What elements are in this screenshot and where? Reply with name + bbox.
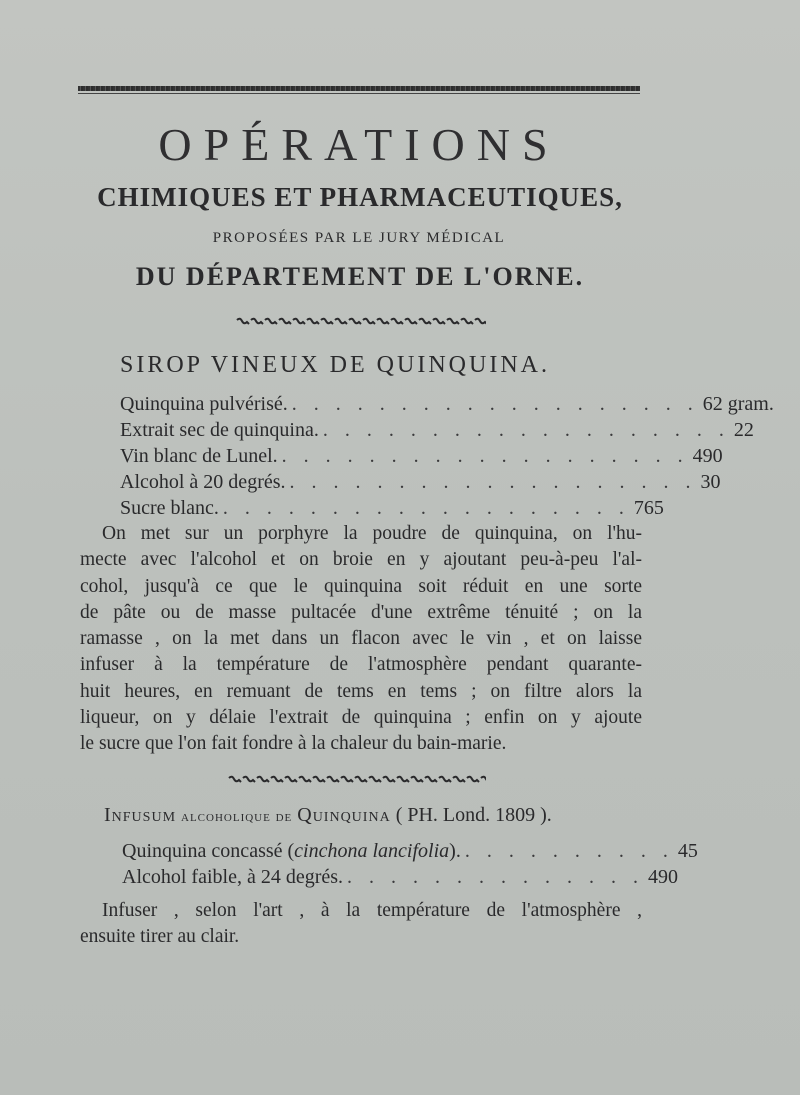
ingredient-name: Sucre blanc. <box>120 497 219 519</box>
paragraph-sirop <box>80 521 642 758</box>
main-title: OPÉRATIONS <box>158 119 560 170</box>
ingredient-name: Quinquina pulvérisé. <box>120 393 288 415</box>
text-line: liqueur, on y délaie l'extrait de quinquina ; enfin on y ajoute <box>80 707 642 729</box>
leader-dots: . . . . . . . . . . . . . . . . . . . <box>222 497 630 519</box>
text-line: ensuite tirer au clair. <box>80 926 240 948</box>
ingredient-name: Extrait sec de quinquina. <box>120 419 319 441</box>
ingredient-qty: 490 <box>692 445 723 467</box>
ingredient-row <box>120 497 664 523</box>
recipe-list-infusum <box>122 840 698 892</box>
text-line: mecte avec l'alcohol et on broie en y ajoutant peu-à-peu l'al- <box>80 549 642 571</box>
title-word: Quinquina <box>297 804 391 826</box>
leader-dots: . . . . . . . . . . <box>464 840 674 862</box>
ingredient-qty: 30 <box>700 471 721 493</box>
header-rule <box>78 86 640 91</box>
ingredient-name: Vin blanc de Lunel. <box>120 445 278 467</box>
ingredient-qty: 45 <box>677 840 698 862</box>
ornament-icon <box>228 774 486 786</box>
text-line: cohol, jusqu'à ce que le quinquina soit réduit en une sorte <box>80 575 642 597</box>
ingredient-latin-name: cinchona lancifolia <box>294 840 450 862</box>
text-line: de pâte ou de masse pultacée d'une extrême ténuité ; on la <box>80 601 642 623</box>
leader-dots: . . . . . . . . . . . . . . <box>347 866 645 888</box>
header-rule-thin <box>78 93 640 94</box>
leader-dots: . . . . . . . . . . . . . . . . . . . <box>291 393 699 415</box>
text-line: huit heures, en remuant de tems en tems ; on filtre alors la <box>80 680 642 702</box>
section-title-sirop: SIROP VINEUX DE QUINQUINA. <box>120 352 550 378</box>
ingredient-row <box>120 471 721 497</box>
ingredient-name-end: ). <box>449 840 461 862</box>
department-title: DU DÉPARTEMENT DE L'ORNE. <box>135 262 585 291</box>
subtitle: CHIMIQUES ET PHARMACEUTIQUES, <box>97 182 623 212</box>
ingredient-row <box>120 419 754 445</box>
paragraph-infusum <box>80 898 642 951</box>
proposed-by: PROPOSÉES PAR LE JURY MÉDICAL <box>212 230 506 246</box>
recipe-list-sirop <box>120 393 774 523</box>
leader-dots: . . . . . . . . . . . . . . . . . . . <box>322 419 730 441</box>
ingredient-row <box>122 840 698 866</box>
section-title-infusum <box>104 804 552 827</box>
ingredient-qty: 490 <box>648 866 679 888</box>
text-line: infuser à la température de l'atmosphère pendant quarante- <box>80 654 642 676</box>
ingredient-qty: 765 <box>633 497 664 519</box>
ingredient-qty: 22 <box>733 419 754 441</box>
ingredient-name: Alcohol à 20 degrés. <box>120 471 286 493</box>
ingredient-row <box>122 866 679 892</box>
ingredient-name: Alcohol faible, à 24 degrés. <box>122 866 344 888</box>
title-word: alcoholique de <box>181 809 293 825</box>
ornament-icon <box>236 316 486 328</box>
ornament-divider-1 <box>236 316 486 328</box>
ingredient-name-part: Quinquina concassé ( <box>122 840 295 862</box>
text-line: Infuser , selon l'art , à la température de l'atmosphère , <box>102 900 642 921</box>
text-line: le sucre que l'on fait fondre à la chaleur du bain-marie. <box>80 733 507 755</box>
text-line: ramasse , on la met dans un flacon avec le vin , et on laisse <box>80 628 642 650</box>
ingredient-row <box>120 445 723 471</box>
leader-dots: . . . . . . . . . . . . . . . . . . . <box>281 445 689 467</box>
ingredient-row <box>120 393 774 419</box>
title-reference: ( PH. Lond. 1809 ). <box>395 804 552 826</box>
ingredient-qty: 62 gram. <box>702 393 774 415</box>
ornament-divider-2 <box>228 774 486 786</box>
leader-dots: . . . . . . . . . . . . . . . . . . . <box>289 471 697 493</box>
text-line: On met sur un porphyre la poudre de quinquina, on l'hu- <box>102 523 642 544</box>
title-word: Infusum <box>104 804 177 826</box>
ingredient-name <box>122 840 461 863</box>
